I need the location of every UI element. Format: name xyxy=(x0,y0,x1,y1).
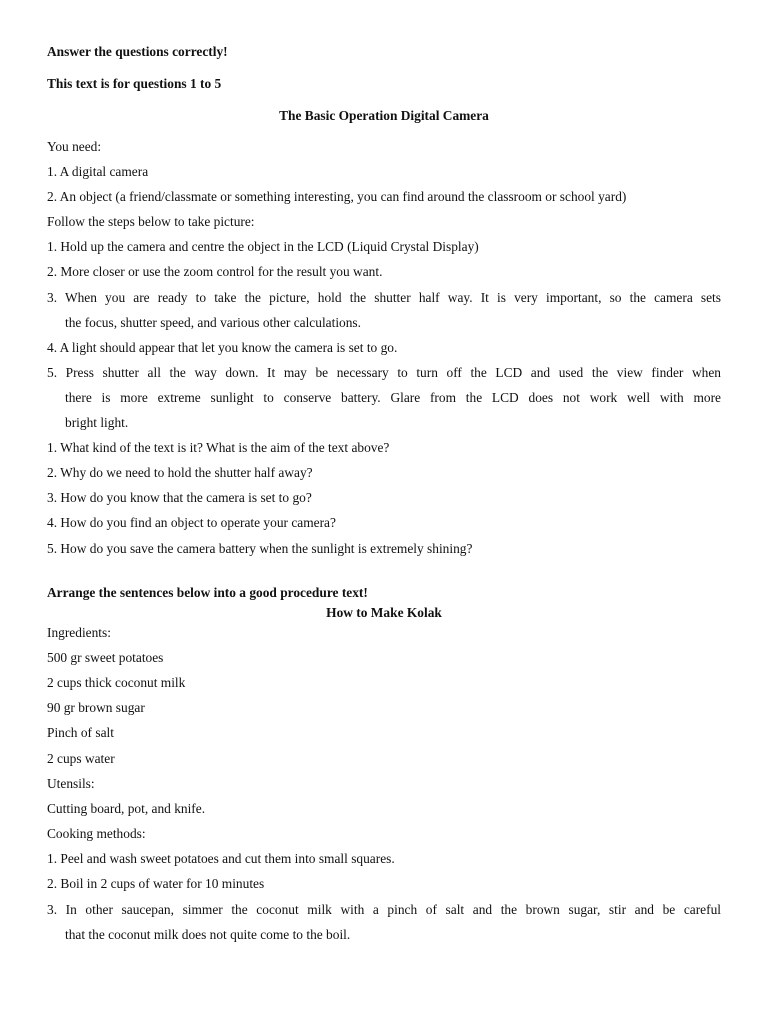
question-item: 1. What kind of the text is it? What is the aim of the text above? xyxy=(47,440,390,455)
question-item: 5. How do you save the camera battery when the sunlight is extremely shining? xyxy=(47,541,473,556)
utensils-label: Utensils: xyxy=(47,776,95,791)
ingredients-label: Ingredients: xyxy=(47,625,111,640)
step-item: 2. More closer or use the zoom control for the result you want. xyxy=(47,264,383,279)
step-item: 5. Press shutter all the way down. It may be necessary to turn off the LCD and used the view finder when xyxy=(47,365,721,380)
follow-steps-label: Follow the steps below to take picture: xyxy=(47,214,255,229)
ingredient-item: 2 cups thick coconut milk xyxy=(47,675,186,690)
ingredient-item: 500 gr sweet potatoes xyxy=(47,650,164,665)
ingredient-item: 90 gr brown sugar xyxy=(47,700,145,715)
step-item-continuation: bright light. xyxy=(65,415,129,430)
method-item: 2. Boil in 2 cups of water for 10 minutes xyxy=(47,876,265,891)
instruction-heading: Answer the questions correctly! xyxy=(47,44,228,59)
need-item: 2. An object (a friend/classmate or something interesting, you can find around the classroom or school yard) xyxy=(47,189,627,204)
method-item: 1. Peel and wash sweet potatoes and cut them into small squares. xyxy=(47,851,395,866)
ingredient-item: Pinch of salt xyxy=(47,725,114,740)
method-item: 3. In other saucepan, simmer the coconut milk with a pinch of salt and the brown sugar, stir and be careful xyxy=(47,902,721,917)
cooking-methods-label: Cooking methods: xyxy=(47,826,146,841)
step-item: 3. When you are ready to take the picture, hold the shutter half way. It is very important, so the camera sets xyxy=(47,290,721,305)
text1-title: The Basic Operation Digital Camera xyxy=(279,108,489,123)
arrange-instruction: Arrange the sentences below into a good procedure text! xyxy=(47,585,368,600)
utensils-list: Cutting board, pot, and knife. xyxy=(47,801,206,816)
question-item: 3. How do you know that the camera is set to go? xyxy=(47,490,312,505)
step-item: 1. Hold up the camera and centre the object in the LCD (Liquid Crystal Display) xyxy=(47,239,479,254)
step-item-continuation: there is more extreme sunlight to conserve battery. Glare from the LCD does not work well with more xyxy=(65,390,721,405)
text2-title: How to Make Kolak xyxy=(326,605,442,620)
method-item-continuation: that the coconut milk does not quite come to the boil. xyxy=(65,927,351,942)
questions-note: This text is for questions 1 to 5 xyxy=(47,76,222,91)
need-item: 1. A digital camera xyxy=(47,164,149,179)
step-item: 4. A light should appear that let you know the camera is set to go. xyxy=(47,340,398,355)
you-need-label: You need: xyxy=(47,139,102,154)
question-item: 4. How do you find an object to operate your camera? xyxy=(47,515,336,530)
ingredient-item: 2 cups water xyxy=(47,751,115,766)
question-item: 2. Why do we need to hold the shutter half away? xyxy=(47,465,313,480)
step-item-continuation: the focus, shutter speed, and various other calculations. xyxy=(65,315,361,330)
